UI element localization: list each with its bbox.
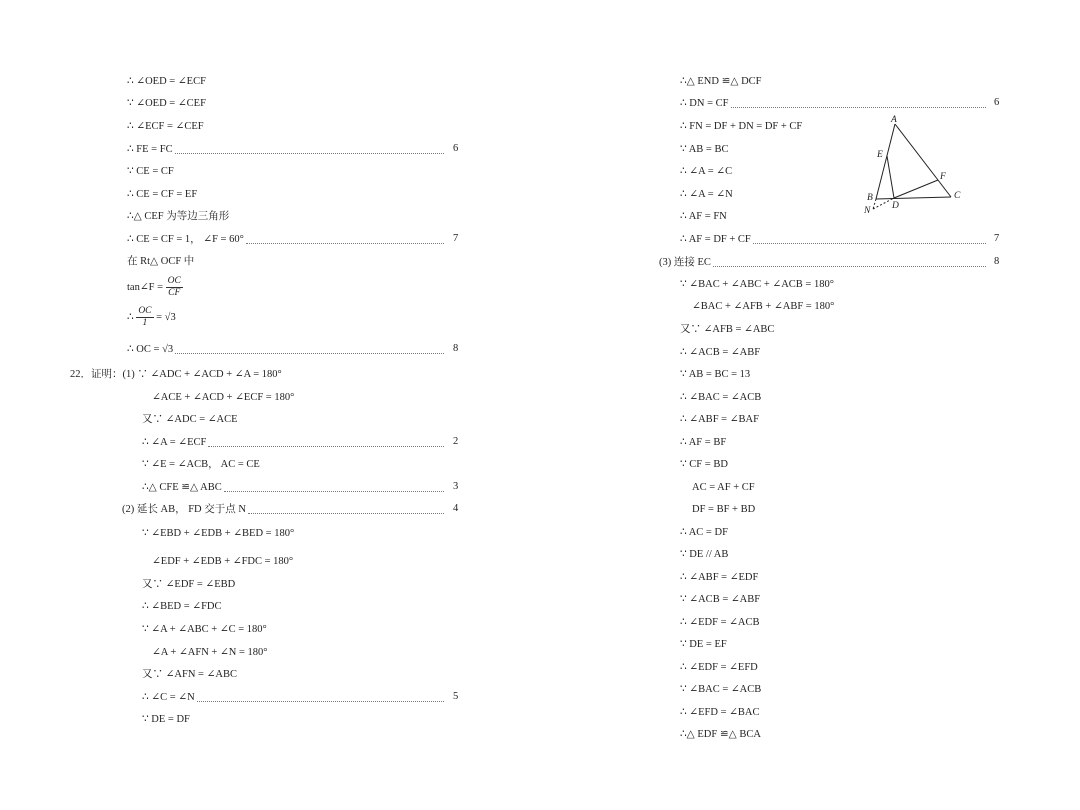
solution-line-text: ∠EDF + ∠EDB + ∠FDC = 180°: [152, 556, 294, 567]
solution-line-text: (3) 连接 EC: [659, 257, 711, 268]
solution-line: [680, 413, 759, 427]
solution-line: [127, 143, 446, 157]
solution-line-text: ∵ ∠A + ∠ABC + ∠C = 180°: [142, 624, 267, 635]
dot-leader: [175, 345, 444, 354]
solution-line: [122, 503, 446, 517]
solution-line-text: ∴△ CEF 为等边三角形: [127, 211, 230, 222]
solution-line: [680, 368, 750, 382]
solution-line-text: ∴△ CFE ≌△ ABC: [142, 482, 222, 493]
solution-line: [127, 165, 174, 179]
segment-bn-dashed: [873, 199, 876, 209]
solution-line-text: ∵ ∠OED = ∠CEF: [127, 98, 206, 109]
dot-leader: [731, 99, 987, 108]
fraction-numerator: OC: [138, 306, 152, 316]
solution-line: [680, 346, 760, 360]
solution-line-text: 又∵ ∠EDF = ∠EBD: [142, 579, 236, 590]
solution-line-text: 又∵ ∠AFB = ∠ABC: [680, 324, 775, 335]
solution-line-text: ∴ AF = BF: [680, 437, 727, 448]
solution-line: [142, 458, 260, 472]
solution-line: [142, 578, 235, 592]
score-point: 7: [453, 233, 459, 244]
solution-line-text: ∠A + ∠AFN + ∠N = 180°: [152, 647, 268, 658]
score-point: 3: [453, 481, 459, 492]
solution-line-text: ∴ ∠OED = ∠ECF: [127, 76, 206, 87]
solution-line-text: 在 Rt△ OCF 中: [127, 256, 195, 267]
solution-line-text: ∴ ∠BAC = ∠ACB: [680, 392, 762, 403]
solution-line-text: ∴ AF = FN: [680, 211, 727, 222]
solution-line-text: ∴: [127, 311, 134, 323]
fraction-numerator: OC: [167, 276, 181, 286]
score-point: 6: [453, 143, 459, 154]
fraction-denominator: CF: [168, 288, 181, 298]
solution-line: [680, 548, 728, 562]
solution-line-text: ∴ ∠A = ∠C: [680, 166, 733, 177]
solution-line: [680, 210, 727, 224]
solution-line: [127, 276, 183, 299]
solution-line: [680, 75, 762, 89]
solution-line: [142, 481, 446, 495]
solution-line-text: ∴ ∠ABF = ∠BAF: [680, 414, 759, 425]
solution-line: [680, 728, 761, 742]
solution-line: [692, 503, 755, 517]
label-c: C: [954, 191, 961, 201]
dot-leader: [248, 505, 444, 514]
score-point: 5: [453, 691, 459, 702]
solution-line: [680, 458, 728, 472]
solution-line-text: ∴ AF = DF + CF: [680, 234, 751, 245]
fraction: [166, 276, 183, 299]
dot-leader: [753, 235, 986, 244]
solution-line-text: ∵ ∠EBD + ∠EDB + ∠BED = 180°: [142, 528, 295, 539]
solution-line-text: ∴ CE = CF = 1， ∠F = 60°: [127, 234, 244, 245]
solution-line: [127, 120, 204, 134]
solution-line: [680, 593, 760, 607]
solution-line-text: ∠ACE + ∠ACD + ∠ECF = 180°: [152, 392, 295, 403]
solution-line-text: ∴ ∠BED = ∠FDC: [142, 601, 222, 612]
solution-line-text: ∴ ∠EDF = ∠EFD: [680, 662, 758, 673]
solution-line-text: 22．证明：(1) ∵ ∠ADC + ∠ACD + ∠A = 180°: [70, 369, 282, 380]
label-d: D: [892, 201, 899, 211]
solution-line-text: 又∵ ∠AFN = ∠ABC: [142, 669, 237, 680]
solution-line: [680, 571, 758, 585]
dot-leader: [713, 258, 986, 267]
solution-line: [127, 343, 446, 357]
solution-line: [680, 683, 761, 697]
solution-line: [127, 306, 176, 329]
solution-line-text: ∵ ∠ACB = ∠ABF: [680, 594, 761, 605]
solution-line: [152, 646, 267, 660]
segment-bc: [876, 197, 951, 199]
score-point: 8: [994, 256, 1000, 267]
solution-line-text: ∵ ∠BAC = ∠ACB: [680, 684, 762, 695]
solution-line: [152, 555, 293, 569]
solution-line-text: ∴ CE = CF = EF: [127, 189, 198, 200]
solution-line-text: ∴ ∠ECF = ∠CEF: [127, 121, 204, 132]
score-point: 4: [453, 503, 459, 514]
solution-line: [142, 623, 267, 637]
score-point: 7: [994, 233, 1000, 244]
label-a: A: [891, 115, 897, 125]
solution-line: [680, 526, 728, 540]
solution-line: [142, 600, 222, 614]
solution-line: [680, 391, 761, 405]
solution-line-text: ∴△ EDF ≌△ BCA: [680, 729, 761, 740]
solution-line: [127, 97, 206, 111]
solution-line-text: 又∵ ∠ADC = ∠ACE: [142, 414, 238, 425]
dot-leader: [197, 693, 444, 702]
solution-line: [127, 75, 206, 89]
solution-line-text: tan∠F =: [127, 281, 164, 293]
solution-line: [680, 165, 732, 179]
solution-line: [680, 233, 988, 247]
solution-line-text: ∴ ∠EFD = ∠BAC: [680, 707, 760, 718]
label-n: N: [864, 206, 871, 216]
score-point: 6: [994, 97, 1000, 108]
segment-ed: [887, 156, 894, 198]
solution-line-text: ∵ ∠BAC + ∠ABC + ∠ACB = 180°: [680, 279, 834, 290]
solution-line-text: ∵ AB = BC = 13: [680, 369, 751, 380]
solution-line-text: ∵ CF = BD: [680, 459, 728, 470]
solution-line: [680, 143, 729, 157]
solution-line-text: ∴ FE = FC: [127, 144, 173, 155]
solution-line: [680, 661, 758, 675]
solution-line: [127, 210, 229, 224]
solution-line-text: ∴ ∠C = ∠N: [142, 692, 195, 703]
solution-line-text: AC = AF + CF: [692, 482, 755, 493]
solution-line-text: ∴△ END ≌△ DCF: [680, 76, 762, 87]
solution-line: [680, 120, 802, 134]
solution-line: [680, 616, 760, 630]
solution-line-text: ∵ AB = BC: [680, 144, 729, 155]
solution-line: [142, 436, 446, 450]
solution-line: [70, 368, 282, 382]
solution-line-text: ∴ ∠ABF = ∠EDF: [680, 572, 759, 583]
score-point: 2: [453, 436, 459, 447]
fraction-denominator: 1: [142, 318, 148, 328]
solution-line-text: ∵ CE = CF: [127, 166, 174, 177]
solution-line: [692, 300, 834, 314]
score-point: 8: [453, 343, 459, 354]
fraction-rhs: = √3: [153, 311, 176, 323]
solution-line-text: ∴ ∠A = ∠ECF: [142, 437, 207, 448]
solution-line-text: ∴ ∠A = ∠N: [680, 189, 733, 200]
solution-line: [680, 638, 727, 652]
solution-line: [680, 278, 834, 292]
solution-line-text: DF = BF + BD: [692, 504, 756, 515]
solution-line: [142, 527, 294, 541]
dot-leader: [208, 438, 444, 447]
dot-leader: [246, 235, 444, 244]
solution-line-text: ∵ ∠E = ∠ACB， AC = CE: [142, 459, 260, 470]
solution-line: [692, 481, 755, 495]
solution-line: [142, 668, 237, 682]
fraction: [136, 306, 153, 329]
solution-line-text: ∴ ∠ACB = ∠ABF: [680, 347, 761, 358]
solution-line: [659, 256, 988, 270]
label-b: B: [867, 193, 873, 203]
solution-line: [680, 323, 774, 337]
solution-line: [127, 188, 197, 202]
solution-line-text: ∵ DE = DF: [142, 714, 190, 725]
solution-line-text: ∠BAC + ∠AFB + ∠ABF = 180°: [692, 301, 835, 312]
solution-line: [152, 391, 294, 405]
solution-line-text: ∴ DN = CF: [680, 98, 729, 109]
solution-line: [680, 188, 733, 202]
solution-line-text: ∴ ∠EDF = ∠ACB: [680, 617, 760, 628]
solution-line: [680, 436, 726, 450]
segment-fd: [894, 180, 938, 198]
solution-line: [142, 413, 238, 427]
solution-line: [127, 233, 446, 247]
solution-line: [680, 97, 988, 111]
triangle-figure: [858, 112, 968, 216]
label-e: E: [877, 150, 883, 160]
solution-line-text: ∵ DE // AB: [680, 549, 729, 560]
solution-line: [680, 706, 760, 720]
solution-line: [142, 691, 446, 705]
dot-leader: [175, 145, 444, 154]
dot-leader: [224, 483, 444, 492]
solution-line: [127, 255, 194, 269]
solution-line-text: ∴ AC = DF: [680, 527, 728, 538]
solution-line-text: ∴ FN = DF + DN = DF + CF: [680, 121, 803, 132]
solution-line: [142, 713, 190, 727]
solution-line-text: ∵ DE = EF: [680, 639, 727, 650]
solution-line-text: ∴ OC = √3: [127, 344, 174, 355]
solution-line-text: (2) 延长 AB， FD 交于点 N: [122, 504, 246, 515]
label-f: F: [940, 172, 946, 182]
